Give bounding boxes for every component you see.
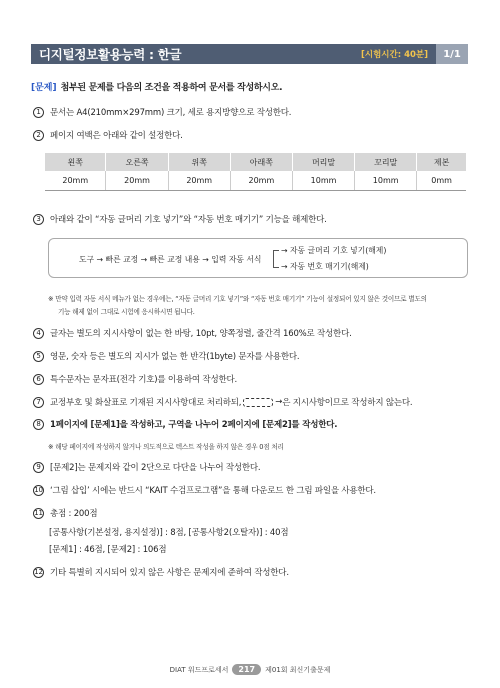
margin-value: 20mm xyxy=(230,171,292,190)
item-number: 2 xyxy=(33,130,44,141)
page-footer xyxy=(0,664,500,675)
note-line: ※ 만약 입력 자동 서식 메뉴가 없는 경우에는, “자동 글머리 기호 넣기”와 “자동 번호 매기기” 기능이 설정되어 있지 않은 것이므로 별도의 xyxy=(48,295,427,303)
note-line: ※ 해당 페이지에 작성하지 않거나 의도적으로 텍스트 작성을 하지 않은 경우 0점 처리 xyxy=(48,443,284,451)
item-text: 영문, 숫자 등은 별도의 지시가 없는 한 반각(1byte) 문자를 사용한다. xyxy=(50,352,300,362)
item-number: 3 xyxy=(33,214,44,225)
footer-section: 제01회 최신기출문제 xyxy=(265,665,331,674)
item-text: 총점 : 200점 xyxy=(50,509,98,519)
item-3 xyxy=(33,213,327,225)
score-detail: [문제1] : 46점, [문제2] : 106점 xyxy=(49,545,167,555)
item-number: 9 xyxy=(33,462,44,473)
item-text: ‘그림 삽입’ 시에는 반드시 “KAIT 수검프로그램”을 통해 다운로드 한 그림 파일을 사용한다. xyxy=(50,486,376,496)
menu-path-box xyxy=(48,238,468,278)
item-text: 글자는 별도의 지시사항이 없는 한 바탕, 10pt, 양쪽정렬, 줄간격 160%로 작성한다. xyxy=(50,329,352,339)
margin-value: 20mm xyxy=(106,171,168,190)
item-number: 10 xyxy=(34,486,43,494)
margin-value: 20mm xyxy=(168,171,230,190)
page-number: 217 xyxy=(232,664,261,675)
item-7 xyxy=(33,396,412,408)
score-detail: [공통사항(기본설정, 용지설정)] : 8점, [공통사항2(오탈자)] : 40점 xyxy=(49,528,289,538)
margin-header: 오른쪽 xyxy=(106,153,168,171)
bracket-icon xyxy=(273,250,279,268)
margin-header: 제본 xyxy=(417,153,466,171)
item-text: 1페이지에 [문제1]을 작성하고, 구역을 나누어 2페이지에 [문제2]를 작성한다. xyxy=(50,420,338,430)
margin-value: 10mm xyxy=(355,171,417,190)
item-12 xyxy=(33,566,289,578)
menu-option: → 자동 글머리 기호 넣기(해제) xyxy=(281,246,387,255)
option-label: 자동 글머리 기호 넣기(해제) xyxy=(290,246,387,255)
item-1 xyxy=(33,106,291,118)
margin-header: 머리말 xyxy=(292,153,354,171)
margin-header: 위쪽 xyxy=(168,153,230,171)
margin-value: 10mm xyxy=(292,171,354,190)
margin-header: 꼬리말 xyxy=(355,153,417,171)
dashed-box-icon xyxy=(243,398,273,407)
header-bar xyxy=(31,44,468,64)
item-text: 교정부호 및 화살표로 기재된 지시사항대로 처리하되, xyxy=(50,398,242,408)
item-text: 기타 특별히 지시되어 있지 않은 사항은 문제지에 준하여 작성한다. xyxy=(50,568,289,578)
item-number: 8 xyxy=(33,419,44,430)
item-8 xyxy=(33,418,337,430)
arrow-icon: → xyxy=(275,397,283,407)
item-10 xyxy=(33,484,376,496)
item-11 xyxy=(33,507,97,519)
margins-table xyxy=(45,153,466,191)
instruction-tag: [문제] xyxy=(31,83,57,93)
item-9 xyxy=(33,461,260,473)
exam-time: [시험시간: 40분] xyxy=(360,50,428,60)
margin-header: 아래쪽 xyxy=(230,153,292,171)
item-6 xyxy=(33,373,237,385)
margins-value-row xyxy=(45,171,466,190)
footer-book: DIAT 워드프로세서 xyxy=(169,665,229,674)
item-text: 은 지시사항이므로 작성하지 않는다. xyxy=(282,398,413,408)
item-text: 아래와 같이 “자동 글머리 기호 넣기”와 “자동 번호 매기기” 기능을 해제한다. xyxy=(50,215,327,225)
item-text: 문서는 A4(210mm×297mm) 크기, 세로 용지방향으로 작성한다. xyxy=(50,108,292,118)
margin-value: 20mm xyxy=(45,171,106,190)
menu-option: → 자동 번호 매기기(해제) xyxy=(281,262,369,271)
item-text: [문제2]는 문제지와 같이 2단으로 다단을 나누어 작성한다. xyxy=(50,463,261,473)
note-line: 기능 해제 없이 그대로 시험에 응시하시면 됩니다. xyxy=(58,308,195,316)
item-4 xyxy=(33,327,352,339)
instruction xyxy=(31,80,282,93)
menu-path: 도구 → 빠른 교정 → 빠른 교정 내용 → 입력 자동 서식 xyxy=(79,255,262,264)
item-number: 6 xyxy=(33,374,44,385)
item-text: 특수문자는 문자표(전각 기호)를 이용하여 작성한다. xyxy=(50,375,237,385)
item-number: 7 xyxy=(33,397,44,408)
item-number: 12 xyxy=(34,568,43,576)
item-number: 4 xyxy=(33,328,44,339)
item-5 xyxy=(33,350,299,362)
option-label: 자동 번호 매기기(해제) xyxy=(290,262,369,271)
item-number: 11 xyxy=(34,509,43,517)
exam-title: 디지털정보활용능력 : 한글 xyxy=(39,47,182,62)
margins-header-row xyxy=(45,153,466,171)
margin-header: 왼쪽 xyxy=(45,153,106,171)
item-number: 5 xyxy=(33,351,44,362)
item-number: 1 xyxy=(33,107,44,118)
item-2 xyxy=(33,129,183,141)
margin-value: 0mm xyxy=(417,171,466,190)
page-indicator: 1/1 xyxy=(436,44,468,64)
instruction-text: 첨부된 문제를 다음의 조건을 적용하여 문서를 작성하시오. xyxy=(60,83,283,93)
item-text: 페이지 여백은 아래와 같이 설정한다. xyxy=(50,131,183,141)
